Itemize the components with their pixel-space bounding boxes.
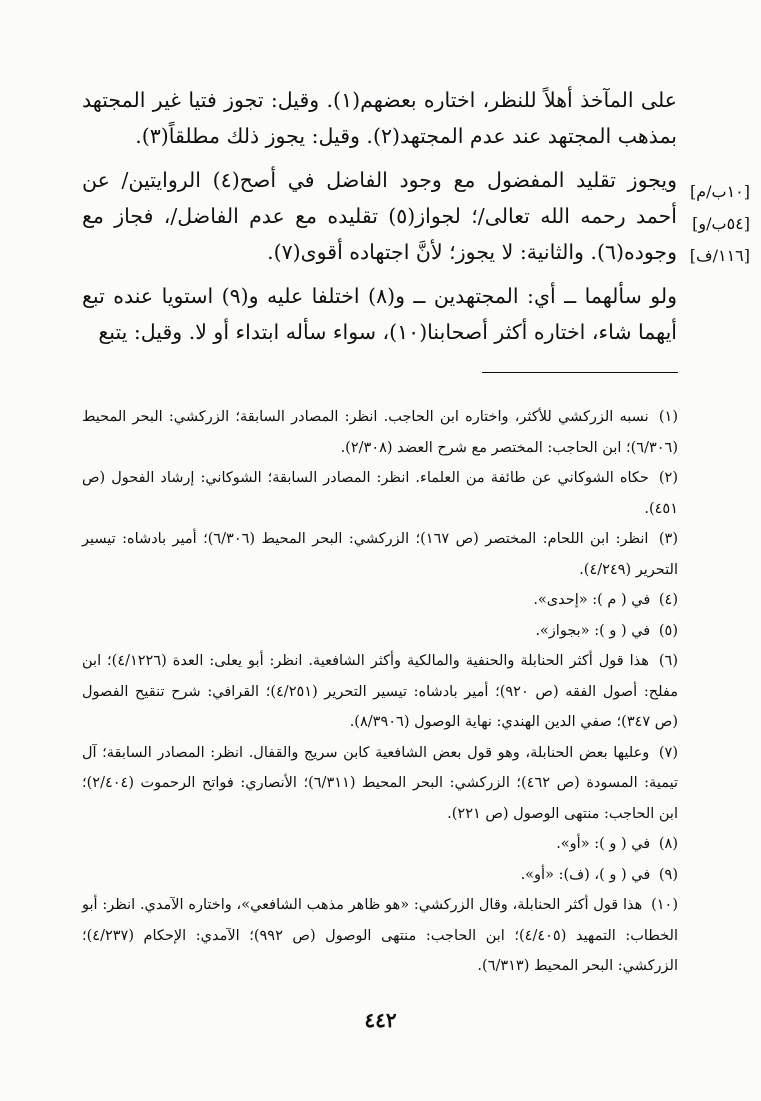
- main-text: [82, 82, 677, 358]
- footnote: [82, 646, 678, 738]
- footnote: [82, 860, 678, 891]
- footnote-number: (٢): [658, 470, 678, 486]
- footnote-text: وعليها بعض الحنابلة، وهو قول بعض الشافعية كابن سريج والقفال. انظر: المصادر السابقة؛ آل تيمية: المسودة (ص ٤٦٢)؛ الزركشي: البحر المحيط (٦/٣١١)؛ الأنصاري: فواتح الرحموت (٢/٤٠٤)؛ ابن الحاجب: منتهى الوصول (ص ٢٢١).: [82, 744, 678, 822]
- footnote: [82, 463, 678, 524]
- page-number: ٤٤٢: [364, 1008, 397, 1032]
- footnotes: [82, 402, 678, 982]
- footnote-text: في ( م ): «إحدى».: [533, 592, 651, 608]
- footnote-text: نسبه الزركشي للأكثر، واختاره ابن الحاجب. انظر: المصادر السابقة؛ الزركشي: البحر المحيط (٦/٣٠٦)؛ ابن الحاجب: المختصر مع شرح العضد (٢/٣٠٨).: [82, 409, 678, 456]
- footnote-number: (١٠): [651, 897, 679, 913]
- manuscript-ref: [٥٤ب/و]: [692, 214, 750, 233]
- manuscript-ref: [١٠ب/م]: [689, 182, 750, 201]
- manuscript-references: [644, 176, 750, 272]
- footnote: [82, 829, 678, 860]
- footnote-number: (١): [658, 409, 678, 425]
- footnote: [82, 524, 678, 585]
- footnote-number: (٤): [658, 592, 678, 608]
- paragraph: على المآخذ أهلاً للنظر، اختاره بعضهم(١). وقيل: تجوز فتيا غير المجتهد بمذهب المجتهد عند عدم المجتهد(٢). وقيل: يجوز ذلك مطلقاً(٣).: [82, 88, 677, 148]
- paragraph: ولو سألهما ــ أي: المجتهدين ــ و(٨) اختلفا عليه و(٩) استويا عنده تبع أيهما شاء، اختاره أكثر أصحابنا(١٠)، سواء سأله ابتداء أو لا. وقيل: يتبع: [82, 284, 677, 344]
- footnote-text: هذا قول أكثر الحنابلة والحنفية والمالكية وأكثر الشافعية. انظر: أبو يعلى: العدة (٤/١٢٢٦)؛ ابن مفلح: أصول الفقه (ص ٩٢٠)؛ أمير بادشاه: تيسير التحرير (٤/٢٥١)؛ القرافي: شرح تنقيح الفصول (ص ٣٤٧)؛ صفي الدين الهندي: نهاية الوصول (٨/٣٩٠٦).: [82, 653, 678, 730]
- footnote-text: هذا قول أكثر الحنابلة، وقال الزركشي: «هو ظاهر مذهب الشافعي»، واختاره الآمدي. انظر: أبو الخطاب: التمهيد (٤/٤٠٥)؛ ابن الحاجب: منتهى الوصول (ص ٩٩٢)؛ الآمدي: الإحكام (٤/٢٣٧)؛ الزركشي: البحر المحيط (٦/٣١٣).: [82, 897, 679, 974]
- paragraph: ويجوز تقليد المفضول مع وجود الفاضل في أصح(٤) الروايتين/ عن أحمد رحمه الله تعالى/؛ لجواز(٥) تقليده مع عدم الفاضل/، فجاز مع وجوده(٦). والثانية: لا يجوز؛ لأنَّ اجتهاده أقوى(٧).: [82, 168, 677, 264]
- footnote-text: في ( و )، (ف): «أو».: [520, 866, 651, 883]
- footnote-divider: [482, 372, 678, 373]
- manuscript-ref: [١١٦/ف]: [689, 246, 750, 265]
- footnote-text: في ( و ): «بجواز».: [535, 622, 651, 639]
- footnote: [82, 585, 678, 616]
- footnote: [82, 890, 678, 982]
- footnote-number: (٩): [658, 866, 678, 883]
- footnote: [82, 616, 678, 647]
- footnote: [82, 738, 678, 830]
- footnote-number: (٣): [658, 531, 678, 547]
- footnote-text: حكاه الشوكاني عن طائفة من العلماء. انظر: المصادر السابقة؛ الشوكاني: إرشاد الفحول (ص ٤٥١).: [82, 470, 678, 517]
- footnote-number: (٨): [658, 836, 678, 852]
- footnote-number: (٧): [658, 744, 679, 761]
- footnote-text: في ( و ): «أو».: [556, 836, 651, 852]
- footnote: [82, 402, 678, 463]
- footnote-text: انظر: ابن اللحام: المختصر (ص ١٦٧)؛ الزركشي: البحر المحيط (٦/٣٠٦)؛ أمير بادشاه: تيسير التحرير (٤/٢٤٩).: [82, 531, 678, 578]
- footnote-number: (٦): [658, 653, 678, 669]
- footnote-number: (٥): [658, 622, 678, 639]
